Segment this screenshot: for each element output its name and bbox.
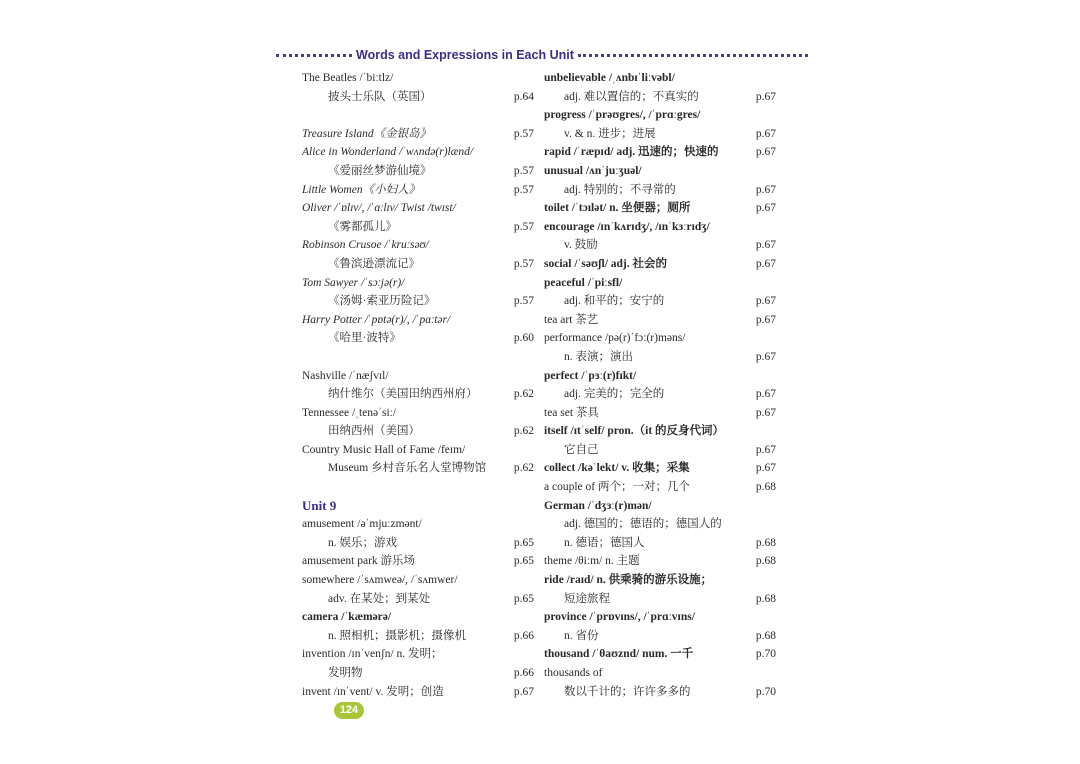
entry-text: 它自己 <box>564 443 599 456</box>
entry-page-ref: p.67 <box>755 90 776 103</box>
glossary-entry <box>302 590 534 609</box>
glossary-entry <box>302 534 534 553</box>
glossary-entry <box>544 292 776 311</box>
glossary-entry <box>544 515 776 534</box>
glossary-entry <box>302 329 534 348</box>
entry-text: adj. 特别的；不寻常的 <box>564 183 676 196</box>
entry-text: province /ˈprɒvɪns/, /ˈprɑːvɪns/ <box>544 611 695 624</box>
entry-text: adj. 和平的；安宁的 <box>564 295 665 308</box>
entry-text: 田纳西州（美国） <box>328 425 420 438</box>
entry-page-ref: p.67 <box>755 295 776 308</box>
glossary-entry <box>302 367 534 386</box>
glossary-entry <box>544 69 776 88</box>
unit-heading <box>302 497 534 516</box>
glossary-entry <box>544 627 776 646</box>
entry-page-ref: p.57 <box>513 220 534 233</box>
entry-page-ref: p.67 <box>755 462 776 475</box>
entry-page-ref: p.70 <box>755 685 776 698</box>
entry-text: 发明物 <box>328 667 363 679</box>
entry-text: n. 表演；演出 <box>564 350 633 363</box>
entry-text: progress /ˈprəʊgres/, /ˈprɑːgres/ <box>544 109 701 122</box>
glossary-entry <box>302 683 534 702</box>
entry-text: thousands of <box>544 667 603 679</box>
entry-page-ref: p.62 <box>513 388 534 401</box>
glossary-entry <box>544 608 776 627</box>
entry-text: thousand /ˈθaʊznd/ num. 一千 <box>544 648 694 661</box>
glossary-entry <box>302 404 534 423</box>
entry-text: n. 照相机；摄影机；摄像机 <box>328 629 466 642</box>
entry-text: 《哈里·波特》 <box>328 332 401 345</box>
entry-text: somewhere /ˈsʌmweə/, /ˈsʌmwer/ <box>302 574 458 587</box>
entry-text: v. & n. 进步；进展 <box>564 127 656 140</box>
entry-page-ref: p.67 <box>755 313 776 326</box>
glossary-entry <box>544 571 776 590</box>
entry-text: n. 德语；德国人 <box>564 536 645 549</box>
entry-text: encourage /ɪnˈkʌrɪdʒ/, /ɪnˈkɜːrɪdʒ/ <box>544 220 710 233</box>
header-dots-left <box>276 54 352 57</box>
entry-page-ref: p.68 <box>755 555 776 568</box>
unit-heading-text: Unit 9 <box>302 497 337 513</box>
glossary-entry <box>544 88 776 107</box>
entry-page-ref: p.67 <box>755 146 776 159</box>
entry-text: adj. 难以置信的；不真实的 <box>564 90 699 103</box>
glossary-entry <box>302 292 534 311</box>
left-column <box>302 69 534 701</box>
entry-text: amusement park 游乐场 <box>302 555 416 568</box>
entry-text: invention /ɪnˈvenʃn/ n. 发明； <box>302 648 443 661</box>
entry-text: n. 省份 <box>564 629 599 642</box>
entry-page-ref: p.66 <box>513 629 534 642</box>
glossary-entry <box>302 571 534 590</box>
glossary-entry <box>544 255 776 274</box>
entry-page-ref: p.67 <box>755 443 776 456</box>
entry-page-ref: p.57 <box>513 164 534 177</box>
entry-text: performance /pə(r)ˈfɔː(r)məns/ <box>544 332 686 345</box>
entry-text: a couple of 两个；一对；几个 <box>544 481 690 494</box>
glossary-entry <box>302 199 534 218</box>
entry-page-ref: p.67 <box>755 350 776 363</box>
entry-page-ref: p.65 <box>513 592 534 605</box>
glossary-entry <box>544 478 776 497</box>
entry-text: unusual /ʌnˈjuːʒuəl/ <box>544 164 642 177</box>
glossary-entry <box>544 162 776 181</box>
entry-text: Alice in Wonderland /ˈwʌndə(r)lænd/ <box>302 146 474 159</box>
entry-text: German /ˈdʒɜː(r)mən/ <box>544 499 652 512</box>
entry-page-ref: p.68 <box>755 629 776 642</box>
glossary-entry <box>302 255 534 274</box>
spacer <box>302 106 534 125</box>
entry-text: Oliver /ˈɒlɪv/, /ˈɑːlɪv/ Twist /twɪst/ <box>302 202 456 215</box>
glossary-entry <box>544 459 776 478</box>
glossary-entry <box>302 125 534 144</box>
glossary-entry <box>302 515 534 534</box>
entry-page-ref: p.57 <box>513 127 534 140</box>
glossary-entry <box>302 88 534 107</box>
glossary-entry <box>302 218 534 237</box>
entry-page-ref: p.67 <box>513 685 534 698</box>
page-title: Words and Expressions in Each Unit <box>356 48 574 62</box>
spacer <box>302 348 534 367</box>
entry-text: collect /kəˈlekt/ v. 收集；采集 <box>544 462 690 475</box>
glossary-entry <box>302 311 534 330</box>
glossary-entry <box>302 69 534 88</box>
right-column <box>544 69 776 701</box>
entry-page-ref: p.67 <box>755 257 776 270</box>
entry-text: n. 娱乐；游戏 <box>328 536 397 549</box>
glossary-entry <box>544 590 776 609</box>
entry-text: camera /ˈkæmərə/ <box>302 611 392 624</box>
entry-text: Treasure Island《金银岛》 <box>302 127 432 140</box>
glossary-entry <box>302 385 534 404</box>
entry-page-ref: p.57 <box>513 295 534 308</box>
glossary-entry <box>544 404 776 423</box>
glossary-entry <box>544 199 776 218</box>
glossary-entry <box>544 329 776 348</box>
entry-text: 数以千计的；许许多多的 <box>564 685 691 698</box>
glossary-entry <box>302 181 534 200</box>
glossary-entry <box>544 143 776 162</box>
glossary-entry <box>302 236 534 255</box>
page-number-badge: 124 <box>334 702 364 719</box>
entry-text: 《鲁滨逊漂流记》 <box>328 257 420 270</box>
page-header <box>276 46 808 64</box>
entry-text: 《爱丽丝梦游仙境》 <box>328 164 432 177</box>
entry-page-ref: p.57 <box>513 257 534 270</box>
entry-text: social /ˈsəʊʃl/ adj. 社会的 <box>544 257 668 270</box>
entry-page-ref: p.57 <box>513 183 534 196</box>
entry-text: Tom Sawyer /ˈsɔːjə(r)/ <box>302 276 405 289</box>
entry-text: tea set 茶具 <box>544 406 599 419</box>
entry-text: rapid /ˈræpɪd/ adj. 迅速的；快速的 <box>544 146 719 159</box>
entry-page-ref: p.67 <box>755 127 776 140</box>
entry-text: Little Women《小妇人》 <box>302 183 421 196</box>
entry-text: peaceful /ˈpiːsfl/ <box>544 276 623 289</box>
entry-text: invent /ɪnˈvent/ v. 发明；创造 <box>302 685 444 698</box>
entry-page-ref: p.60 <box>513 332 534 345</box>
glossary-entry <box>544 236 776 255</box>
entry-page-ref: p.67 <box>755 239 776 252</box>
entry-page-ref: p.66 <box>513 667 534 679</box>
entry-page-ref: p.67 <box>755 183 776 196</box>
entry-text: perfect /ˈpɜː(r)fɪkt/ <box>544 369 637 382</box>
glossary-entry <box>302 459 534 478</box>
glossary-entry <box>302 627 534 646</box>
entry-page-ref: p.65 <box>513 536 534 549</box>
glossary-entry <box>544 497 776 516</box>
glossary-entry <box>302 552 534 571</box>
glossary-entry <box>302 664 534 683</box>
entry-page-ref: p.68 <box>755 536 776 549</box>
entry-text: adj. 完美的；完全的 <box>564 388 665 401</box>
entry-page-ref: p.65 <box>513 555 534 568</box>
glossary-entry <box>544 552 776 571</box>
glossary-entry <box>302 645 534 664</box>
entry-text: adv. 在某处；到某处 <box>328 592 431 605</box>
entry-text: Harry Potter /ˈpɒtə(r)/, /ˈpɑːtər/ <box>302 313 451 326</box>
glossary-entry <box>544 664 776 683</box>
entry-page-ref: p.62 <box>513 462 534 475</box>
entry-text: Nashville /ˈnæʃvɪl/ <box>302 369 389 382</box>
glossary-entry <box>302 162 534 181</box>
entry-page-ref: p.67 <box>755 406 776 419</box>
entry-page-ref: p.67 <box>755 388 776 401</box>
glossary-entry <box>544 367 776 386</box>
entry-text: Museum 乡村音乐名人堂博物馆 <box>328 462 487 475</box>
glossary-entry <box>544 534 776 553</box>
entry-text: Country Music Hall of Fame /feɪm/ <box>302 443 466 456</box>
entry-text: itself /ɪtˈself/ pron.（it 的反身代词） <box>544 425 725 438</box>
glossary-entry <box>544 218 776 237</box>
glossary-entry <box>544 348 776 367</box>
entry-text: 短途旅程 <box>564 592 610 605</box>
glossary-entry <box>302 274 534 293</box>
entry-text: The Beatles /ˈbiːtlz/ <box>302 72 394 84</box>
entry-page-ref: p.64 <box>513 90 534 103</box>
glossary-entry <box>544 645 776 664</box>
entry-page-ref: p.62 <box>513 425 534 438</box>
glossary-entry <box>302 608 534 627</box>
glossary-entry <box>302 422 534 441</box>
entry-text: toilet /ˈtɔɪlət/ n. 坐便器；厕所 <box>544 202 691 215</box>
entry-text: Tennessee /ˌtenəˈsiː/ <box>302 406 397 419</box>
entry-text: unbelievable /ˌʌnbɪˈliːvəbl/ <box>544 72 675 84</box>
glossary-entry <box>302 441 534 460</box>
entry-text: ride /raɪd/ n. 供乘骑的游乐设施； <box>544 574 713 587</box>
glossary-entry <box>544 683 776 702</box>
entry-text: 《雾都孤儿》 <box>328 220 397 233</box>
entry-text: amusement /əˈmjuːzmənt/ <box>302 518 422 531</box>
glossary-entry <box>544 422 776 441</box>
entry-page-ref: p.70 <box>755 648 776 661</box>
glossary-entry <box>544 125 776 144</box>
glossary-entry <box>544 385 776 404</box>
entry-text: tea art 茶艺 <box>544 313 599 326</box>
entry-page-ref: p.68 <box>755 481 776 494</box>
entry-page-ref: p.67 <box>755 202 776 215</box>
entry-page-ref: p.68 <box>755 592 776 605</box>
header-dots-right <box>578 54 808 57</box>
glossary-entry <box>544 106 776 125</box>
entry-text: adj. 德国的；德语的；德国人的 <box>564 518 722 531</box>
spacer <box>302 478 534 497</box>
entry-text: 纳什维尔（美国田纳西州府） <box>328 388 478 401</box>
entry-text: v. 鼓励 <box>564 239 598 252</box>
glossary-entry <box>544 311 776 330</box>
entry-text: Robinson Crusoe /ˈkruːsəʊ/ <box>302 239 429 252</box>
entry-text: theme /θiːm/ n. 主题 <box>544 555 640 568</box>
entry-text: 披头士乐队（英国） <box>328 90 432 103</box>
glossary-entry <box>302 143 534 162</box>
entry-text: 《汤姆·索亚历险记》 <box>328 295 436 308</box>
glossary-entry <box>544 274 776 293</box>
glossary-entry <box>544 181 776 200</box>
glossary-entry <box>544 441 776 460</box>
